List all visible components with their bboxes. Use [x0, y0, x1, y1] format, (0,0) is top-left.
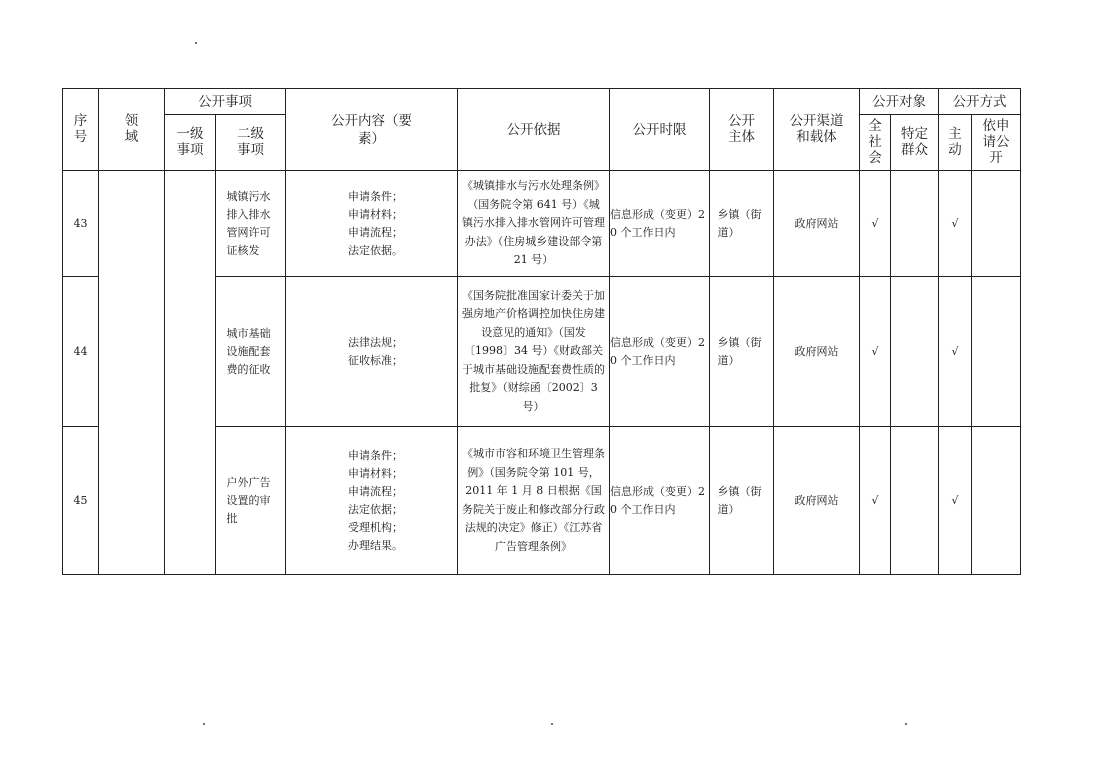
row-basis: 《国务院批准国家计委关于加强房地产价格调控加快住房建设意见的通知》（国发〔1998〕34 号）《财政部关于城市基础设施配套费性质的批复》（财综函〔2002〕3 号） [458, 277, 610, 427]
content-line: 办理结果。 [348, 538, 403, 552]
row-channel: 政府网站 [774, 171, 860, 277]
header-method-active: 主动 [939, 115, 972, 171]
row-method-active: √ [939, 427, 972, 575]
content-line: 法定依据。 [348, 243, 403, 257]
content-line: 受理机构； [348, 520, 403, 534]
domain-cell [99, 171, 165, 575]
row-basis: 《城镇排水与污水处理条例》（国务院令第 641 号）《城镇污水排入排水管网许可管理办法》（住房城乡建设部令第 21 号） [458, 171, 610, 277]
scan-speck [905, 723, 907, 725]
header-time-limit: 公开时限 [610, 89, 710, 171]
row-content [286, 427, 458, 575]
row-channel: 政府网站 [774, 427, 860, 575]
header-level1: 一级事项 [165, 115, 216, 171]
row-method-request [972, 427, 1021, 575]
row-level2: 户外广告设置的审批 [216, 427, 286, 575]
row-content [286, 277, 458, 427]
row-target-all: √ [860, 427, 891, 575]
header-channel: 公开渠道和载体 [774, 89, 860, 171]
content-line: 申请流程； [348, 484, 403, 498]
row-target-specific [891, 171, 939, 277]
row-seq: 44 [63, 277, 99, 427]
content-line: 申请材料； [348, 466, 403, 480]
header-seq: 序号 [63, 89, 99, 171]
row-target-all: √ [860, 171, 891, 277]
row-target-all: √ [860, 277, 891, 427]
row-level2: 城镇污水排入排水管网许可证核发 [216, 171, 286, 277]
header-method: 公开方式 [939, 89, 1021, 115]
row-subject: 乡镇（街道） [710, 277, 774, 427]
row-target-specific [891, 427, 939, 575]
row-time-limit: 信息形成（变更）20 个工作日内 [610, 427, 710, 575]
scan-speck [203, 723, 205, 725]
header-content: 公开内容（要素） [286, 89, 458, 171]
row-time-limit: 信息形成（变更）20 个工作日内 [610, 277, 710, 427]
header-subject: 公开主体 [710, 89, 774, 171]
row-seq: 45 [63, 427, 99, 575]
content-line: 申请材料； [348, 207, 403, 221]
header-level2: 二级事项 [216, 115, 286, 171]
header-domain: 领域 [99, 89, 165, 171]
row-time-limit: 信息形成（变更）20 个工作日内 [610, 171, 710, 277]
header-target: 公开对象 [860, 89, 939, 115]
row-method-request [972, 277, 1021, 427]
header-method-request: 依申请公开 [972, 115, 1021, 171]
row-method-active: √ [939, 171, 972, 277]
row-content [286, 171, 458, 277]
row-seq: 43 [63, 171, 99, 277]
content-line: 申请条件； [348, 189, 403, 203]
content-line: 法律法规； [348, 335, 403, 349]
disclosure-table [62, 88, 1021, 575]
content-line: 申请流程； [348, 225, 403, 239]
content-line: 法定依据； [348, 502, 403, 516]
row-level2: 城市基础设施配套费的征收 [216, 277, 286, 427]
level1-cell [165, 171, 216, 575]
content-line: 申请条件； [348, 448, 403, 462]
header-items: 公开事项 [165, 89, 286, 115]
row-basis: 《城市市容和环境卫生管理条例》（国务院令第 101 号，2011 年 1 月 8 日根据《国务院关于废止和修改部分行政法规的决定》修正）《江苏省广告管理条例》 [458, 427, 610, 575]
row-method-active: √ [939, 277, 972, 427]
row-target-specific [891, 277, 939, 427]
scan-speck [195, 42, 197, 44]
table-row [63, 171, 1021, 277]
row-channel: 政府网站 [774, 277, 860, 427]
scan-speck [551, 723, 553, 725]
row-subject: 乡镇（街道） [710, 171, 774, 277]
content-line: 征收标准； [348, 353, 403, 367]
row-method-request [972, 171, 1021, 277]
header-target-all: 全社会 [860, 115, 891, 171]
header-target-specific: 特定群众 [891, 115, 939, 171]
row-subject: 乡镇（街道） [710, 427, 774, 575]
header-basis: 公开依据 [458, 89, 610, 171]
